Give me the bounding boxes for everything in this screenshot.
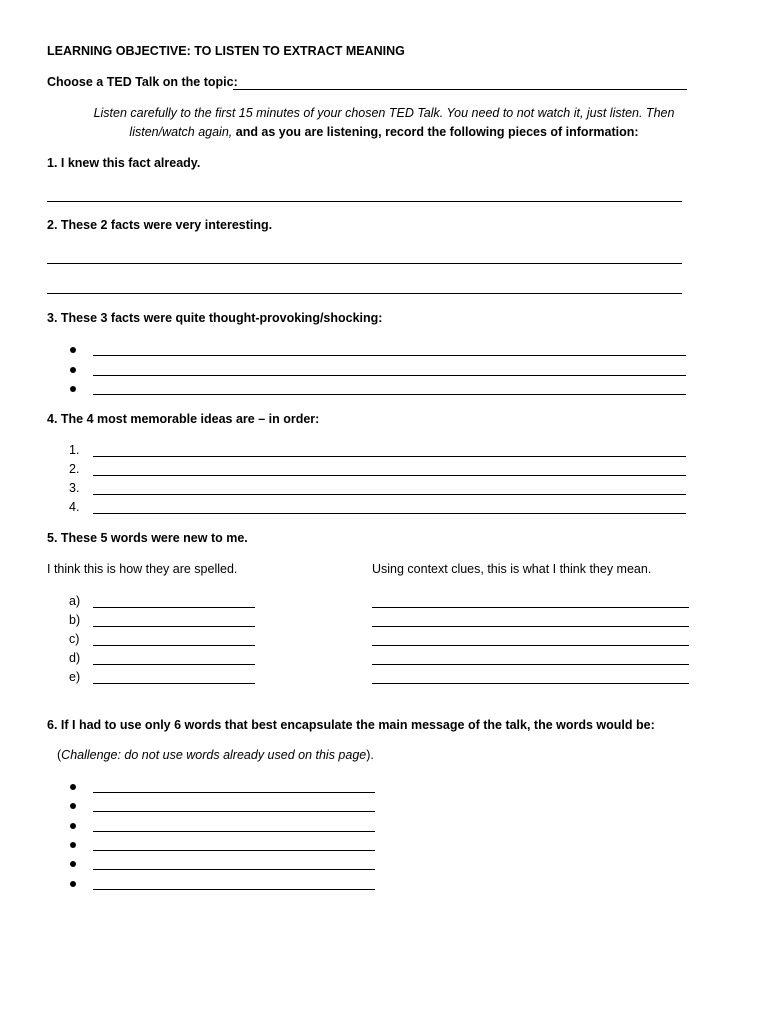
q3-answer-line-1[interactable] <box>93 355 686 356</box>
bullet-icon <box>70 881 76 887</box>
q6-answer-line-6[interactable] <box>93 889 375 890</box>
q5-meaning-line-c[interactable] <box>372 645 689 646</box>
q6-challenge-close: ). <box>366 748 374 762</box>
q5-spelling-line-d[interactable] <box>93 664 255 665</box>
q5-meaning-line-e[interactable] <box>372 683 689 684</box>
q6-answer-line-5[interactable] <box>93 869 375 870</box>
q5-letter-d: d) <box>69 651 81 665</box>
bullet-icon <box>70 367 76 373</box>
q5-spelling-line-b[interactable] <box>93 626 255 627</box>
question-5: 5. These 5 words were new to me. <box>47 531 248 545</box>
bullet-icon <box>70 803 76 809</box>
question-6: 6. If I had to use only 6 words that best encapsulate the main message of the talk, the words would be: <box>47 718 655 732</box>
q5-spelling-line-a[interactable] <box>93 607 255 608</box>
q5-meaning-line-a[interactable] <box>372 607 689 608</box>
topic-answer-line[interactable] <box>233 89 687 90</box>
bullet-icon <box>70 386 76 392</box>
q3-answer-line-2[interactable] <box>93 375 686 376</box>
instructions-line-1: Listen carefully to the first 15 minutes of your chosen TED Talk. You need to not watch it, just listen. Then <box>93 106 675 120</box>
q4-answer-line-3[interactable] <box>93 494 686 495</box>
bullet-icon <box>70 861 76 867</box>
q5-letter-c: c) <box>69 632 80 646</box>
q4-number-2: 2. <box>69 462 80 476</box>
q5-letter-a: a) <box>69 594 81 608</box>
instructions-line-2 <box>0 125 768 139</box>
q6-answer-line-4[interactable] <box>93 850 375 851</box>
question-1: 1. I knew this fact already. <box>47 156 201 170</box>
q6-challenge-text: Challenge: do not use words already used on this page <box>61 748 367 762</box>
q5-meaning-line-b[interactable] <box>372 626 689 627</box>
q5-letter-b: b) <box>69 613 81 627</box>
q4-number-3: 3. <box>69 481 80 495</box>
question-2: 2. These 2 facts were very interesting. <box>47 218 273 232</box>
q4-answer-line-1[interactable] <box>93 456 686 457</box>
q4-number-1: 1. <box>69 443 80 457</box>
q2-answer-line-2[interactable] <box>47 293 682 294</box>
q5-meaning-heading: Using context clues, this is what I think they mean. <box>372 562 652 576</box>
question-4: 4. The 4 most memorable ideas are – in order: <box>47 412 320 426</box>
q5-spelling-line-c[interactable] <box>93 645 255 646</box>
q6-answer-line-1[interactable] <box>93 792 375 793</box>
bullet-icon <box>70 842 76 848</box>
q5-spelling-line-e[interactable] <box>93 683 255 684</box>
question-3: 3. These 3 facts were quite thought-provoking/shocking: <box>47 311 383 325</box>
q4-answer-line-4[interactable] <box>93 513 686 514</box>
q6-challenge-open: ( <box>57 748 62 762</box>
instructions-line-2-italic: listen/watch again, <box>129 125 233 139</box>
q5-letter-e: e) <box>69 670 81 684</box>
q4-answer-line-2[interactable] <box>93 475 686 476</box>
bullet-icon <box>70 347 76 353</box>
q1-answer-line[interactable] <box>47 201 682 202</box>
q6-challenge-note <box>57 748 374 762</box>
q2-answer-line-1[interactable] <box>47 263 682 264</box>
q6-answer-line-3[interactable] <box>93 831 375 832</box>
worksheet-heading: LEARNING OBJECTIVE: TO LISTEN TO EXTRACT MEANING <box>47 44 405 58</box>
bullet-icon <box>70 784 76 790</box>
q3-answer-line-3[interactable] <box>93 394 686 395</box>
q5-spelling-heading: I think this is how they are spelled. <box>47 562 238 576</box>
topic-prompt: Choose a TED Talk on the topic: <box>47 75 238 89</box>
instructions-line-2-rest: and as you are listening, record the following pieces of information: <box>232 125 639 139</box>
q5-meaning-line-d[interactable] <box>372 664 689 665</box>
q4-number-4: 4. <box>69 500 80 514</box>
bullet-icon <box>70 823 76 829</box>
q6-answer-line-2[interactable] <box>93 811 375 812</box>
